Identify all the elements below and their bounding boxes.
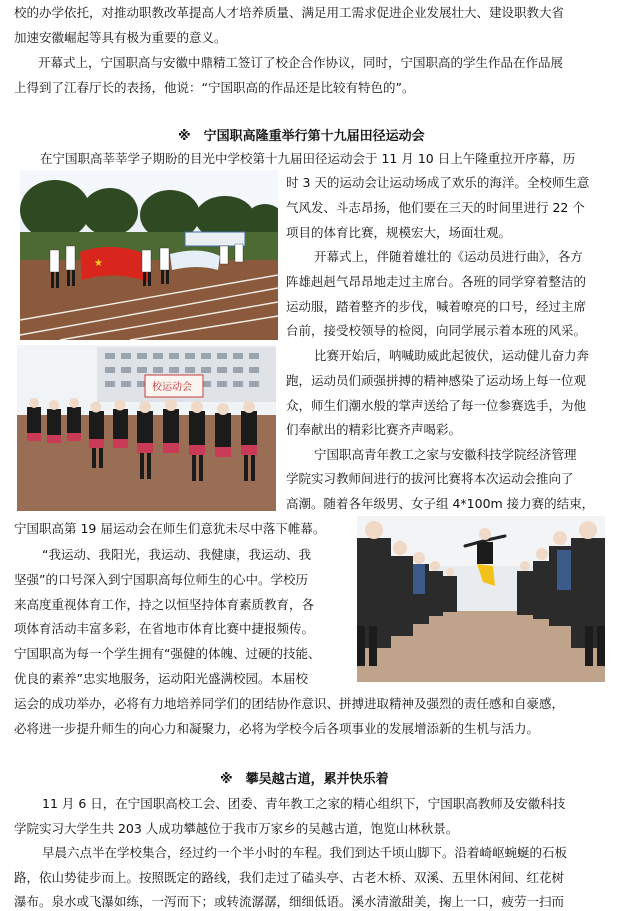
hike-para-line: 早晨六点半在学校集合，经过约一个半小时的车程。我们到达千顷山脚下。沿着崎岖蜿蜒的石板 bbox=[42, 845, 568, 860]
sports-right-line: 学院实习教师间进行的拔河比赛将本次运动会推向了 bbox=[286, 471, 574, 486]
long-jump-photo bbox=[357, 516, 605, 682]
sports-left-line: 优良的素养”忠实地服务，运动阳光盛满校园。本届校 bbox=[14, 671, 308, 686]
sports-left-line: 项体育活动丰富多彩，在省地市体育比赛中捷报频传。 bbox=[14, 621, 315, 636]
marching-students-photo bbox=[17, 345, 276, 511]
sports-left-line: 坚强”的口号深入到宁国职高每位师生的心中。学校历 bbox=[14, 572, 308, 587]
sports-right-line: 跑，运动员们顽强拼搏的精神感染了运动场上每一位观 bbox=[286, 373, 587, 388]
sports-left-line: 宁国职高第 19 届运动会在师生们意犹未尽中落下帷幕。 bbox=[14, 521, 326, 536]
hike-para-line: 学院实习大学生共 203 人成功攀越位于我市万家乡的吴越古道，饱览山林秋景。 bbox=[14, 821, 459, 836]
intro-line-4: 上得到了江春厅长的表扬，他说：“宁国职高的作品还是比较有特色的”。 bbox=[14, 80, 415, 95]
sports-right-line: 项目的体育比赛，规模宏大，场面壮观。 bbox=[286, 225, 512, 240]
sports-left-line: “我运动、我阳光，我运动、我健康，我运动、我 bbox=[42, 547, 311, 562]
sports-right-line: 们奉献出的精彩比赛齐声喝彩。 bbox=[286, 422, 462, 437]
sports-right-line: 开幕式上，伴随着雄壮的《运动员进行曲》，各方 bbox=[314, 249, 583, 264]
sports-right-line: 台前，接受校领导的检阅，向同学展示着本班的风采。 bbox=[286, 323, 587, 338]
sports-full-line: 运会的成功举办，必将有力地培养同学们的团结协作意识、拼搏进取精神及强烈的责任感和自豪感， bbox=[14, 696, 565, 711]
intro-line-3: 开幕式上，宁国职高与安徽中鼎精工签订了校企合作协议，同时，宁国职高的学生作品在作品展 bbox=[38, 55, 564, 70]
parade-flag-photo bbox=[20, 170, 278, 340]
hike-para-line: 路，依山势徒步而上。按照既定的路线，我们走过了磕头亭、古老木桥、双溪、五里休闲间、红花树 bbox=[14, 870, 565, 885]
hike-heading: ※ 攀吴越古道，累并快乐着 bbox=[220, 772, 389, 787]
sports-right-line: 运动服，踏着整齐的步伐，喊着嘹亮的口号，经过主席 bbox=[286, 299, 587, 314]
sports-left-line: 来高度重视体育工作，持之以恒坚持体育素质教育，各 bbox=[14, 597, 315, 612]
sports-right-line: 气风发、斗志昂扬，他们要在三天的时间里进行 22 个 bbox=[286, 200, 585, 215]
intro-line-1: 校的办学依托，对推动职教改革提高人才培养质量、满足用工需求促进企业发展壮大、建设职教大省 bbox=[14, 5, 565, 20]
parade-banner-text: 校运动会 bbox=[152, 382, 192, 393]
hike-para-line: 11 月 6 日，在宁国职高校工会、团委、青年教工之家的精心组织下，宁国职高教师及安徽科技 bbox=[42, 796, 566, 811]
sports-right-line: 比赛开始后，呐喊助威此起彼伏，运动健儿奋力奔 bbox=[314, 348, 590, 363]
sports-full-line: 必将进一步提升师生的向心力和凝聚力，必将为学校今后各项事业的发展增添新的生机与活力。 bbox=[14, 721, 540, 736]
sports-right-line: 时 3 天的运动会让运动场成了欢乐的海洋。全校师生意 bbox=[286, 175, 590, 190]
sports-left-line: 宁国职高为每一个学生拥有“强健的体魄、过硬的技能、 bbox=[14, 646, 321, 661]
sports-heading: ※ 宁国职高隆重举行第十九届田径运动会 bbox=[178, 129, 425, 144]
sports-right-line: 宁国职高青年教工之家与安徽科技学院经济管理 bbox=[314, 447, 577, 462]
sports-para-1: 在宁国职高莘莘学子期盼的目光中学校第十九届田径运动会于 11 月 10 日上午隆重拉开序幕，历 bbox=[40, 151, 576, 166]
sports-right-line: 高潮。随着各年级男、女子组 4*100m 接力赛的结束， bbox=[286, 496, 595, 511]
svg-text:★: ★ bbox=[94, 258, 103, 269]
intro-line-2: 加速安徽崛起等具有极为重要的意义。 bbox=[14, 30, 227, 45]
sports-right-line: 阵雄赳赳气昂昂地走过主席台。各班的同学穿着整洁的 bbox=[286, 274, 587, 289]
sports-right-line: 众，师生们潮水般的掌声送给了每一位参赛选手，为他 bbox=[286, 398, 587, 413]
hike-para-line: 瀑布。泉水或飞瀑如练，一泻而下；或转流潺潺，细细低语。溪水清澈甜美，掬上一口，疲劳一扫而 bbox=[14, 894, 565, 909]
